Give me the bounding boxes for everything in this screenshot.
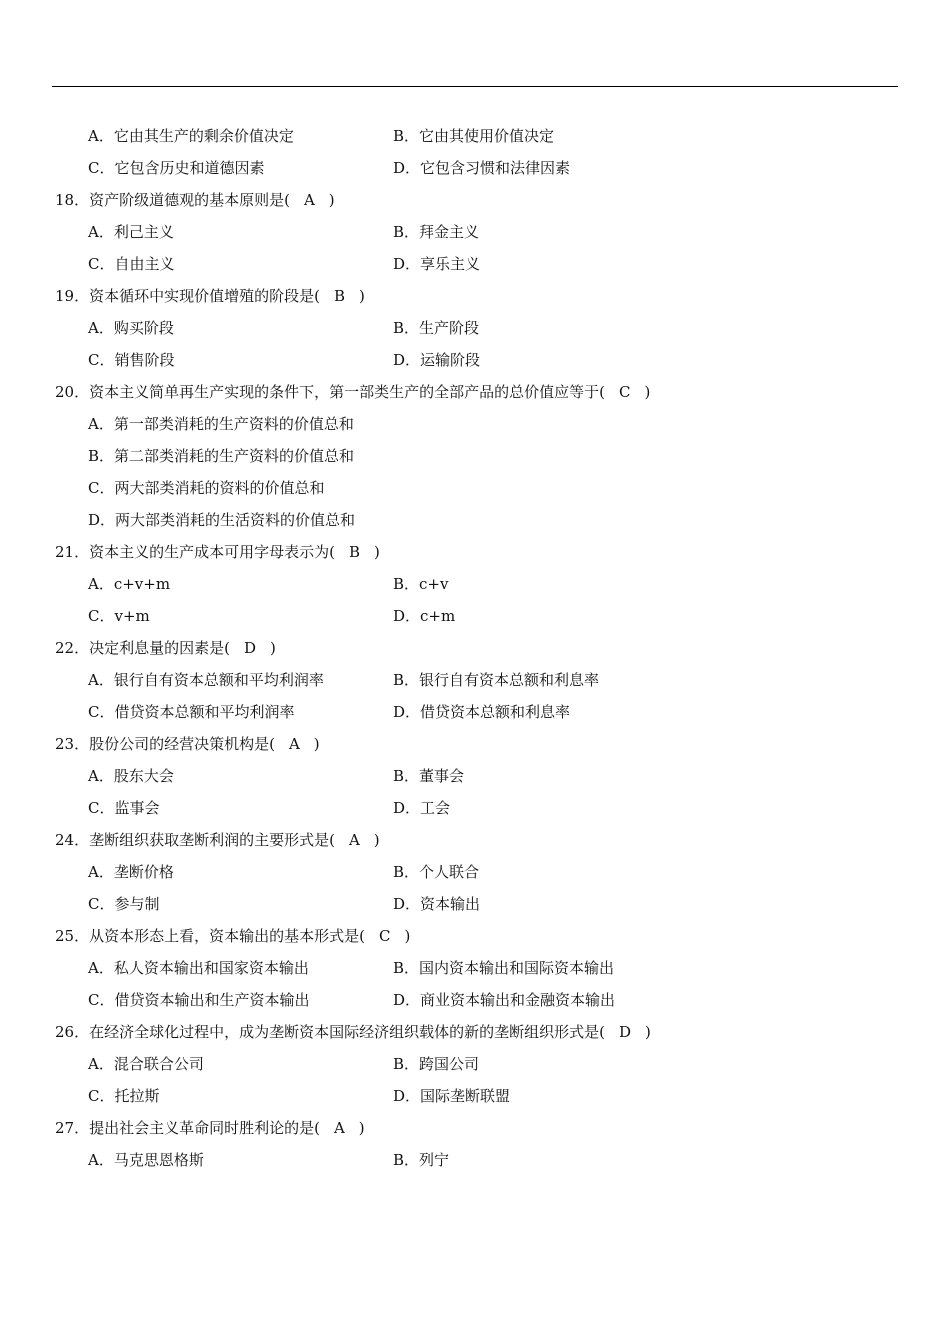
option-left: B．第二部类消耗的生产资料的价值总和 bbox=[88, 447, 355, 465]
option-right: D．资本输出 bbox=[393, 895, 481, 913]
option-row bbox=[0, 760, 950, 792]
option-left: C．自由主义 bbox=[88, 255, 175, 273]
question-stem bbox=[0, 1112, 950, 1144]
answer-letter: A bbox=[333, 1119, 345, 1137]
option-row bbox=[0, 312, 950, 344]
closing-paren: ) bbox=[373, 543, 380, 561]
option-left: A．混合联合公司 bbox=[88, 1055, 204, 1073]
question-text: 27．提出社会主义革命同时胜利论的是( bbox=[55, 1119, 320, 1137]
option-right: B．拜金主义 bbox=[393, 223, 480, 241]
option-right: B．生产阶段 bbox=[393, 319, 480, 337]
option-row bbox=[0, 1080, 950, 1112]
option-row bbox=[0, 1048, 950, 1080]
question-stem bbox=[0, 184, 950, 216]
question-list bbox=[0, 120, 950, 1176]
option-row bbox=[0, 856, 950, 888]
option-left: A．利己主义 bbox=[88, 223, 174, 241]
option-row bbox=[0, 664, 950, 696]
question-text: 26．在经济全球化过程中，成为垄断资本国际经济组织载体的新的垄断组织形式是( bbox=[55, 1023, 605, 1041]
answer-letter: D bbox=[243, 639, 256, 657]
option-d: D．它包含习惯和法律因素 bbox=[393, 159, 571, 177]
question-stem bbox=[0, 280, 950, 312]
option-row bbox=[0, 248, 950, 280]
closing-paren: ) bbox=[269, 639, 276, 657]
option-left: A．私人资本输出和国家资本输出 bbox=[88, 959, 309, 977]
question-text: 20．资本主义简单再生产实现的条件下，第一部类生产的全部产品的总价值应等于( bbox=[55, 383, 605, 401]
option-left: A．c+v+m bbox=[88, 575, 171, 593]
question-stem bbox=[0, 824, 950, 856]
option-left: C．托拉斯 bbox=[88, 1087, 160, 1105]
option-right: B．个人联合 bbox=[393, 863, 480, 881]
question-stem bbox=[0, 536, 950, 568]
option-right: B．c+v bbox=[393, 575, 449, 593]
option-right: B．列宁 bbox=[393, 1151, 450, 1169]
question-stem bbox=[0, 728, 950, 760]
option-right: D．c+m bbox=[393, 607, 456, 625]
option-right: B．国内资本输出和国际资本输出 bbox=[393, 959, 615, 977]
option-row bbox=[0, 216, 950, 248]
question-stem bbox=[0, 1016, 950, 1048]
question-text: 24．垄断组织获取垄断利润的主要形式是( bbox=[55, 831, 335, 849]
option-left: A．银行自有资本总额和平均利润率 bbox=[88, 671, 324, 689]
option-right: B．董事会 bbox=[393, 767, 465, 785]
question-text: 19．资本循环中实现价值增殖的阶段是( bbox=[55, 287, 320, 305]
option-right: D．工会 bbox=[393, 799, 451, 817]
option-left: A．垄断价格 bbox=[88, 863, 174, 881]
closing-paren: ) bbox=[644, 1023, 651, 1041]
option-a: A．它由其生产的剩余价值决定 bbox=[88, 127, 294, 145]
answer-letter: C bbox=[618, 383, 631, 401]
option-left: C．借贷资本总额和平均利润率 bbox=[88, 703, 295, 721]
option-row bbox=[0, 504, 950, 536]
option-left: A．马克思恩格斯 bbox=[88, 1151, 204, 1169]
option-left: C．v+m bbox=[88, 607, 150, 625]
closing-paren: ) bbox=[328, 191, 335, 209]
answer-letter: C bbox=[378, 927, 391, 945]
option-right: B．跨国公司 bbox=[393, 1055, 480, 1073]
option-left: C．销售阶段 bbox=[88, 351, 175, 369]
option-row bbox=[0, 408, 950, 440]
option-row bbox=[0, 568, 950, 600]
option-row bbox=[0, 1144, 950, 1176]
option-right: D．国际垄断联盟 bbox=[393, 1087, 511, 1105]
option-right: B．银行自有资本总额和利息率 bbox=[393, 671, 600, 689]
option-row bbox=[0, 120, 950, 152]
option-row bbox=[0, 152, 950, 184]
closing-paren: ) bbox=[313, 735, 320, 753]
question-text: 23．股份公司的经营决策机构是( bbox=[55, 735, 275, 753]
question-text: 18．资产阶级道德观的基本原则是( bbox=[55, 191, 290, 209]
closing-paren: ) bbox=[373, 831, 380, 849]
option-left: A．第一部类消耗的生产资料的价值总和 bbox=[88, 415, 354, 433]
question-stem bbox=[0, 376, 950, 408]
option-row bbox=[0, 472, 950, 504]
option-left: A．股东大会 bbox=[88, 767, 174, 785]
answer-letter: A bbox=[303, 191, 315, 209]
option-left: D．两大部类消耗的生活资料的价值总和 bbox=[88, 511, 356, 529]
option-b: B．它由其使用价值决定 bbox=[393, 127, 555, 145]
option-right: D．运输阶段 bbox=[393, 351, 481, 369]
answer-letter: A bbox=[288, 735, 300, 753]
closing-paren: ) bbox=[404, 927, 411, 945]
header-rule bbox=[52, 86, 898, 87]
option-row bbox=[0, 440, 950, 472]
question-stem bbox=[0, 632, 950, 664]
question-text: 21．资本主义的生产成本可用字母表示为( bbox=[55, 543, 335, 561]
question-text: 22．决定利息量的因素是( bbox=[55, 639, 230, 657]
answer-letter: D bbox=[618, 1023, 631, 1041]
answer-letter: B bbox=[348, 543, 360, 561]
answer-letter: B bbox=[333, 287, 345, 305]
option-left: A．购买阶段 bbox=[88, 319, 174, 337]
option-row bbox=[0, 792, 950, 824]
closing-paren: ) bbox=[358, 1119, 365, 1137]
option-row bbox=[0, 696, 950, 728]
question-stem bbox=[0, 920, 950, 952]
option-left: C．监事会 bbox=[88, 799, 160, 817]
option-left: C．参与制 bbox=[88, 895, 160, 913]
option-row bbox=[0, 984, 950, 1016]
question-text: 25．从资本形态上看，资本输出的基本形式是( bbox=[55, 927, 365, 945]
option-row bbox=[0, 888, 950, 920]
option-right: D．享乐主义 bbox=[393, 255, 481, 273]
closing-paren: ) bbox=[358, 287, 365, 305]
option-row bbox=[0, 600, 950, 632]
option-c: C．它包含历史和道德因素 bbox=[88, 159, 265, 177]
option-left: C．借贷资本输出和生产资本输出 bbox=[88, 991, 310, 1009]
answer-letter: A bbox=[348, 831, 360, 849]
option-row bbox=[0, 344, 950, 376]
option-row bbox=[0, 952, 950, 984]
option-left: C．两大部类消耗的资料的价值总和 bbox=[88, 479, 325, 497]
option-right: D．商业资本输出和金融资本输出 bbox=[393, 991, 616, 1009]
closing-paren: ) bbox=[644, 383, 651, 401]
option-right: D．借贷资本总额和利息率 bbox=[393, 703, 571, 721]
